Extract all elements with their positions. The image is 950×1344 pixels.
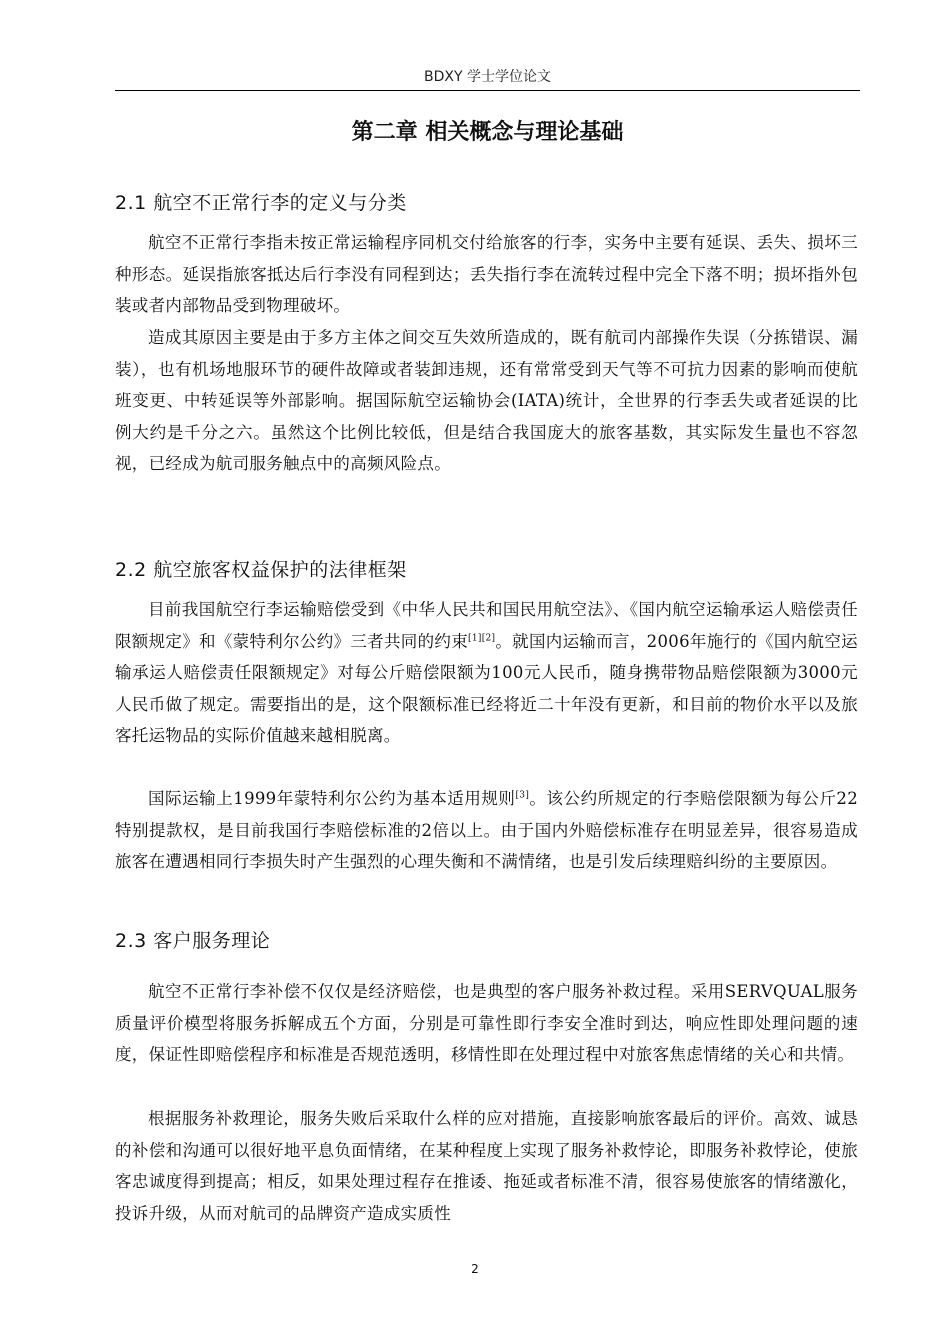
citation-3: [3]	[515, 790, 530, 801]
paragraph-2-2-a	[115, 594, 858, 752]
paragraph-2-3-a: 航空不正常行李补偿不仅仅是经济赔偿，也是典型的客户服务补救过程。采用SERVQUAL服务质量评价模型将服务拆解成五个方面，分别是可靠性即行李安全准时到达，响应性即处理问题的速度，保证性即赔偿程序和标准是否规范透明，移情性即在处理过程中对旅客焦虑情绪的关心和共情。	[115, 982, 858, 1064]
paragraph-2-1-b: 造成其原因主要是由于多方主体之间交互失效所造成的，既有航司内部操作失误（分拣错误、漏装），也有机场地服环节的硬件故障或者装卸违规，还有常常受到天气等不可抗力因素的影响而使航班变更、中转延误等外部影响。据国际航空运输协会(IATA)统计，全世界的行李丢失或者延误的比例大约是千分之六。虽然这个比例比较低，但是结合我国庞大的旅客基数，其实际发生量也不容忽视，已经成为航司服务触点中的高频风险点。	[115, 328, 858, 473]
running-header: BDXY 学士学位论文	[424, 69, 551, 85]
paragraph-2-2-b-text-1: 国际运输上1999年蒙特利尔公约为基本适用规则	[148, 789, 516, 808]
section-heading-2-1: 2.1 航空不正常行李的定义与分类	[115, 192, 407, 214]
paragraph-2-3-b: 根据服务补救理论，服务失败后采取什么样的应对措施，直接影响旅客最后的评价。高效、诚恳的补偿和沟通可以很好地平息负面情绪，在某种程度上实现了服务补救悖论，即服务补救悖论，使旅客忠诚度得到提高；相反，如果处理过程存在推诿、拖延或者标准不清，很容易使旅客的情绪激化，投诉升级，从而对航司的品牌资产造成实质性	[115, 1109, 858, 1223]
paragraph-2-1-a: 航空不正常行李指未按正常运输程序同机交付给旅客的行李，实务中主要有延误、丢失、损坏三种形态。延误指旅客抵达后行李没有同程到达；丢失指行李在流转过程中完全下落不明；损坏指外包装或者内部物品受到物理破坏。	[115, 233, 858, 315]
page-number: 2	[471, 1262, 479, 1276]
paragraph-2-2-a-text-2: 。就国内运输而言，2006年施行的《国内航空运输承运人赔偿责任限额规定》对每公斤赔偿限额为100元人民币，随身携带物品赔偿限额为3000元人民币做了规定。需要指出的是，这个限额标准已经将近二十年没有更新，和目前的物价水平以及旅客托运物品的实际价值越来越相脱离。	[115, 631, 858, 745]
paragraph-2-2-a-text-1: 目前我国航空行李运输赔偿受到《中华人民共和国民用航空法》、《国内航空运输承运人赔偿责任限额规定》和《蒙特利尔公约》三者共同的约束	[115, 600, 858, 651]
header-rule	[115, 90, 860, 91]
paragraph-2-2-b	[115, 783, 858, 878]
section-heading-2-3: 2.3 客户服务理论	[115, 930, 271, 952]
section-heading-2-2: 2.2 航空旅客权益保护的法律框架	[115, 559, 407, 581]
chapter-title: 第二章 相关概念与理论基础	[351, 120, 624, 145]
paragraph-2-2-b-text-2: 。该公约所规定的行李赔偿限额为每公斤22特别提款权，是目前我国行李赔偿标准的2倍以上。由于国内外赔偿标准存在明显差异，很容易造成旅客在遭遇相同行李损失时产生强烈的心理失衡和不满情绪，也是引发后续理赔纠纷的主要原因。	[115, 789, 858, 871]
citation-1-2: [1][2]	[468, 633, 496, 643]
